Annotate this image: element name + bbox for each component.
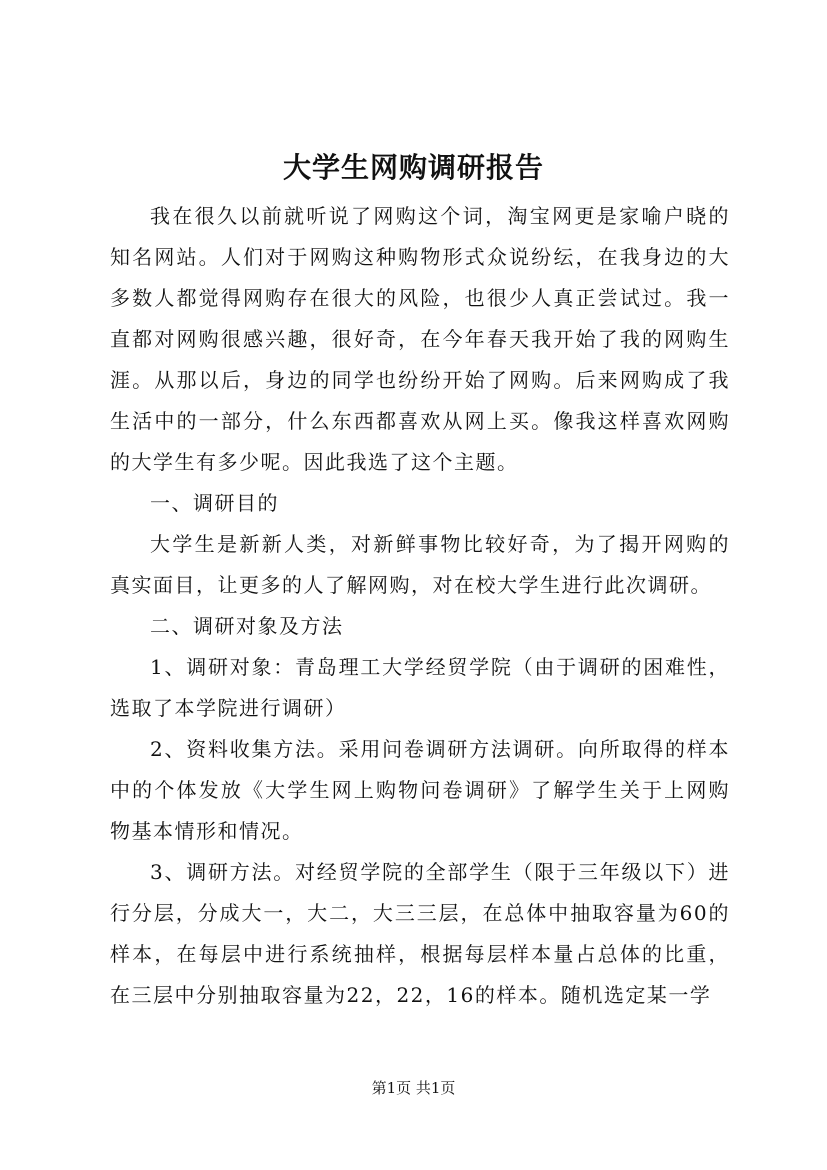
document-title: 大学生网购调研报告 bbox=[282, 151, 544, 184]
document-body bbox=[110, 196, 730, 1016]
page-footer: 第1页 共1页 bbox=[371, 1079, 456, 1097]
paragraph-data-collection: 2、资料收集方法。采用问卷调研方法调研。向所取得的样本中的个体发放《大学生网上购物问卷调研》了解学生关于上网购物基本情形和情况。 bbox=[110, 737, 730, 843]
paragraph-intro: 我在很久以前就听说了网购这个词，淘宝网更是家喻户晓的知名网站。人们对于网购这种购物形式众说纷纭，在我身边的大多数人都觉得网购存在很大的风险，也很少人真正尝试过。我一直都对网购很感兴趣，很好奇，在今年春天我开始了我的网购生涯。从那以后，身边的同学也纷纷开始了网购。后来网购成了我生活中的一部分，什么东西都喜欢从网上买。像我这样喜欢网购的大学生有多少呢。因此我选了这个主题。 bbox=[110, 204, 730, 474]
section-heading-purpose: 一、调研目的 bbox=[150, 491, 279, 515]
paragraph-method: 3、调研方法。对经贸学院的全部学生（限于三年级以下）进行分层，分成大一，大二，大三三层，在总体中抽取容量为60的样本，在每层中进行系统抽样，根据每层样本量占总体的比重，在三层中分别抽取容量为22，22，16的样本。随机选定某一学 bbox=[110, 860, 730, 1007]
paragraph-subjects: 1、调研对象：青岛理工大学经贸学院（由于调研的困难性，选取了本学院进行调研） bbox=[110, 655, 730, 720]
section-heading-subjects-methods: 二、调研对象及方法 bbox=[150, 614, 344, 638]
paragraph-purpose: 大学生是新新人类，对新鲜事物比较好奇，为了揭开网购的真实面目，让更多的人了解网购，对在校大学生进行此次调研。 bbox=[110, 532, 730, 597]
